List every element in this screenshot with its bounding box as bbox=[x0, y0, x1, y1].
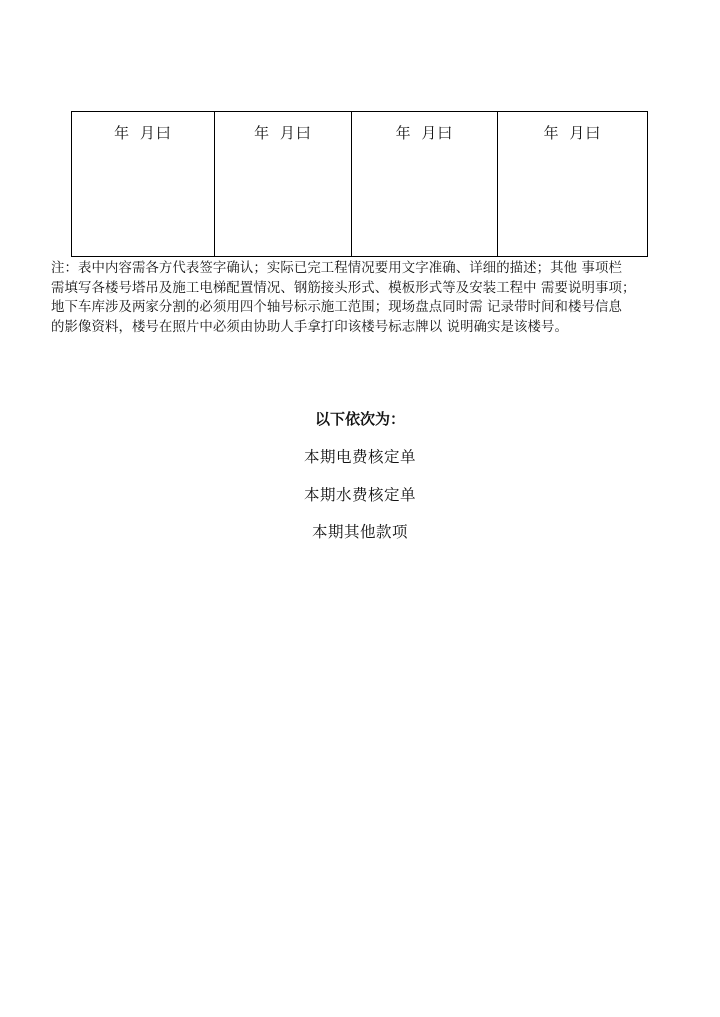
following-title: 以下依次为： bbox=[314, 410, 405, 428]
following-item-other: 本期其他款项 bbox=[311, 523, 408, 541]
table-row bbox=[72, 112, 648, 257]
signature-date-table bbox=[71, 111, 648, 257]
date-cell-text: 年 月曰 bbox=[254, 124, 312, 142]
date-cell bbox=[498, 112, 648, 257]
note-line: 注：表中内容需各方代表签字确认；实际已完工程情况要用文字准确、详细的描述；其他 事项栏 bbox=[51, 261, 622, 276]
date-cell bbox=[72, 112, 215, 257]
date-cell-text: 年 月曰 bbox=[395, 124, 454, 142]
date-cell bbox=[352, 112, 498, 257]
following-item-water: 本期水费核定单 bbox=[303, 486, 416, 504]
following-item-electricity: 本期电费核定单 bbox=[303, 448, 416, 466]
date-cell bbox=[215, 112, 352, 257]
note-line: 需填写各楼号塔吊及施工电梯配置情况、钢筋接头形式、模板形式等及安装工程中 需要说明事项； bbox=[51, 280, 636, 296]
date-cell-text: 年 月曰 bbox=[114, 124, 172, 142]
note-paragraph bbox=[51, 259, 673, 337]
note-line: 地下车库涉及两家分割的必须用四个轴号标示施工范围；现场盘点同时需 记录带时间和楼号信息 bbox=[51, 300, 622, 316]
note-line: 的影像资料，楼号在照片中必须由协助人手拿打印该楼号标志牌以 说明确实是该楼号。 bbox=[51, 319, 568, 335]
date-cell-text: 年 月曰 bbox=[543, 124, 602, 142]
